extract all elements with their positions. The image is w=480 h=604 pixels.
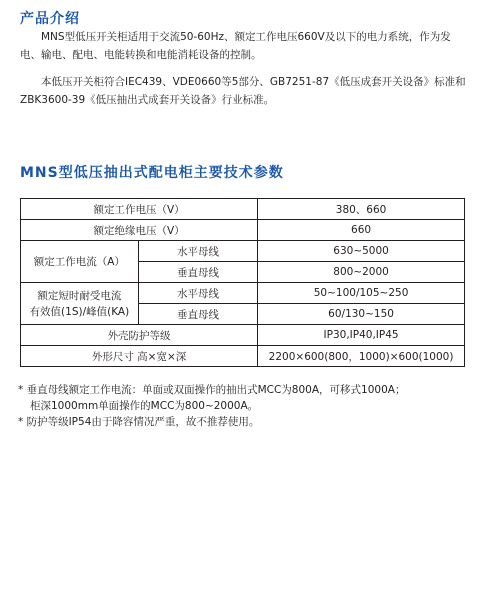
param-label-line: 额定短时耐受电流 — [37, 289, 122, 302]
footnote-1-line-1: * 垂直母线额定工作电流：单面或双面操作的抽出式MCC为800A，可移式1000A； — [18, 384, 406, 396]
param-label — [21, 283, 139, 325]
param-sublabel: 垂直母线 — [138, 304, 257, 325]
param-value: 50~100/105~250 — [258, 283, 465, 304]
param-label: 额定绝缘电压（V） — [21, 220, 258, 241]
param-label-line: 有效值(1S)/峰值(KA) — [29, 305, 130, 318]
param-value: 660 — [258, 220, 465, 241]
table-row — [21, 346, 465, 367]
param-sublabel: 水平母线 — [138, 241, 257, 262]
footnote-1-line-2: 柜深1000mm单面操作的MCC为800~2000A。 — [30, 400, 259, 412]
table-row — [21, 220, 465, 241]
table-row — [21, 283, 465, 304]
table-row — [21, 241, 465, 262]
param-label: 额定工作电流（A） — [21, 241, 139, 283]
param-value: 380、660 — [258, 199, 465, 220]
param-value: IP30,IP40,IP45 — [258, 325, 465, 346]
footnote-2: * 防护等级IP54由于降容情况严重，故不推荐使用。 — [18, 416, 260, 428]
param-value: 630~5000 — [258, 241, 465, 262]
footnotes — [18, 382, 468, 430]
table-row — [21, 325, 465, 346]
param-value: 2200×600(800，1000)×600(1000) — [258, 346, 465, 367]
param-label: 外壳防护等级 — [21, 325, 258, 346]
intro-paragraph-1: MNS型低压开关柜适用于交流50-60Hz、额定工作电压660V及以下的电力系统，作为发电、输电、配电、电能转换和电能消耗设备的控制。 — [20, 31, 451, 61]
tech-params-table — [20, 198, 465, 367]
param-value: 60/130~150 — [258, 304, 465, 325]
param-label: 外形尺寸 高×宽×深 — [21, 346, 258, 367]
section-title-product-intro: 产品介绍 — [20, 11, 80, 27]
table-row — [21, 199, 465, 220]
intro-paragraph-2: 本低压开关柜符合IEC439、VDE0660等5部分、GB7251-87《低压成套开关设备》标准和ZBK3600-39《低压抽出式成套开关设备》行业标准。 — [20, 76, 466, 106]
param-sublabel: 垂直母线 — [138, 262, 257, 283]
section-title-tech-params: MNS型低压抽出式配电柜主要技术参数 — [20, 165, 284, 181]
param-sublabel: 水平母线 — [138, 283, 257, 304]
param-label: 额定工作电压（V） — [21, 199, 258, 220]
param-value: 800~2000 — [258, 262, 465, 283]
